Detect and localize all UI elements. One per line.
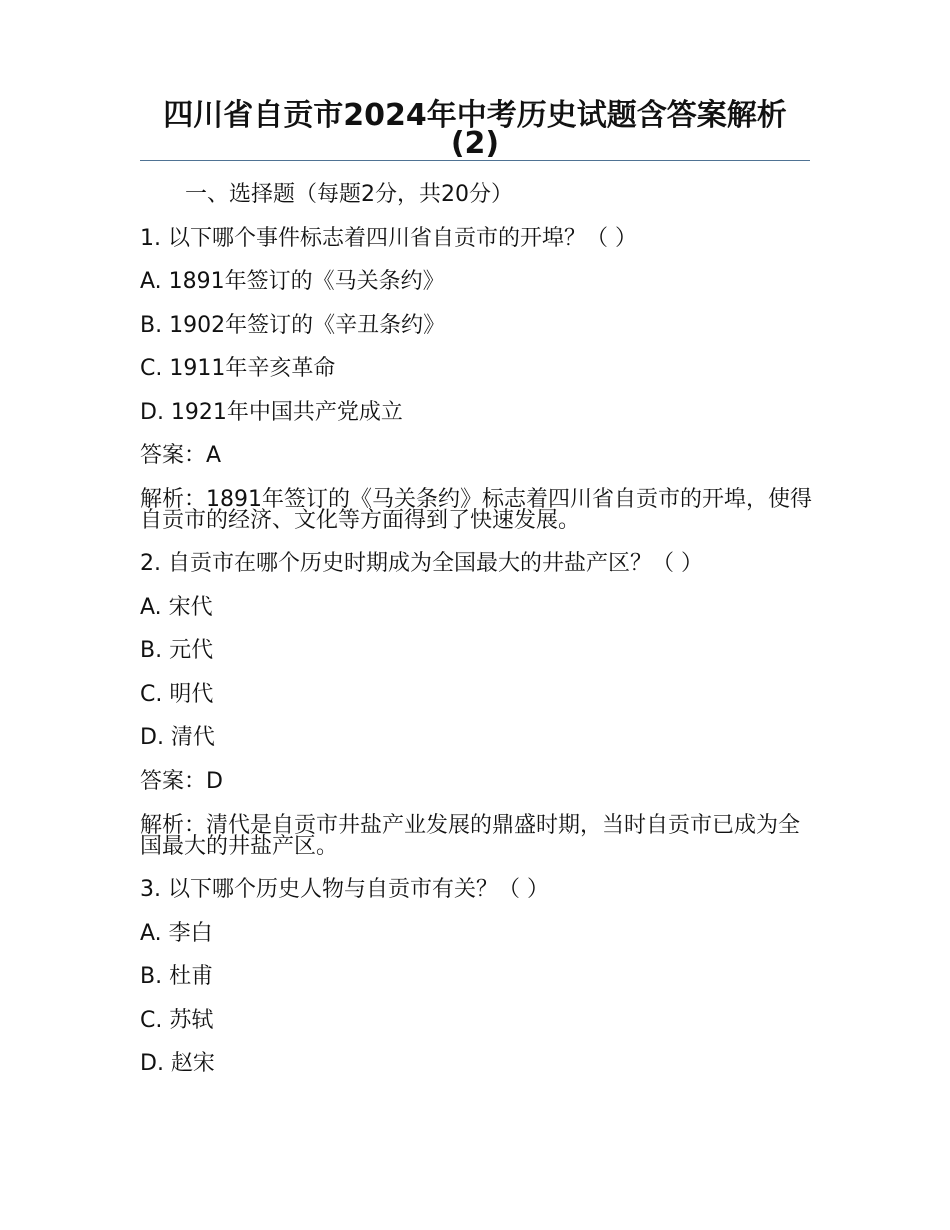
question-1-answer: 答案：A: [140, 443, 222, 468]
title-divider: [140, 160, 810, 161]
page-title: 四川省自贡市2024年中考历史试题含答案解析(2): [163, 98, 787, 161]
question-3-option-d: D. 赵宋: [140, 1051, 215, 1076]
question-2-option-d: D. 清代: [140, 725, 215, 750]
question-2-option-c: C. 明代: [140, 682, 214, 707]
question-1-option-d: D. 1921年中国共产党成立: [140, 400, 403, 425]
question-1-option-b: B. 1902年签订的《辛丑条约》: [140, 313, 446, 338]
question-2-option-a: A. 宋代: [140, 595, 213, 620]
question-1-explanation: 解析：1891年签订的《马关条约》标志着四川省自贡市的开埠，使得自贡市的经济、文化等方面得到了快速发展。: [140, 487, 812, 533]
question-1-option-c: C. 1911年辛亥革命: [140, 356, 336, 381]
question-2-stem: 2. 自贡市在哪个历史时期成为全国最大的井盐产区？（ ）: [140, 551, 703, 576]
question-1-stem: 1. 以下哪个事件标志着四川省自贡市的开埠？（ ）: [140, 226, 637, 251]
question-3-option-c: C. 苏轼: [140, 1008, 214, 1033]
question-2-explanation: 解析：清代是自贡市井盐产业发展的鼎盛时期，当时自贡市已成为全国最大的井盐产区。: [140, 813, 801, 859]
question-1-option-a: A. 1891年签订的《马关条约》: [140, 269, 445, 294]
question-3-option-a: A. 李白: [140, 921, 213, 946]
question-3-stem: 3. 以下哪个历史人物与自贡市有关？（ ）: [140, 877, 549, 902]
question-2-option-b: B. 元代: [140, 638, 214, 663]
section-heading: 一、选择题（每题2分，共20分）: [185, 182, 513, 207]
question-2-answer: 答案：D: [140, 769, 223, 794]
question-3-option-b: B. 杜甫: [140, 964, 214, 989]
